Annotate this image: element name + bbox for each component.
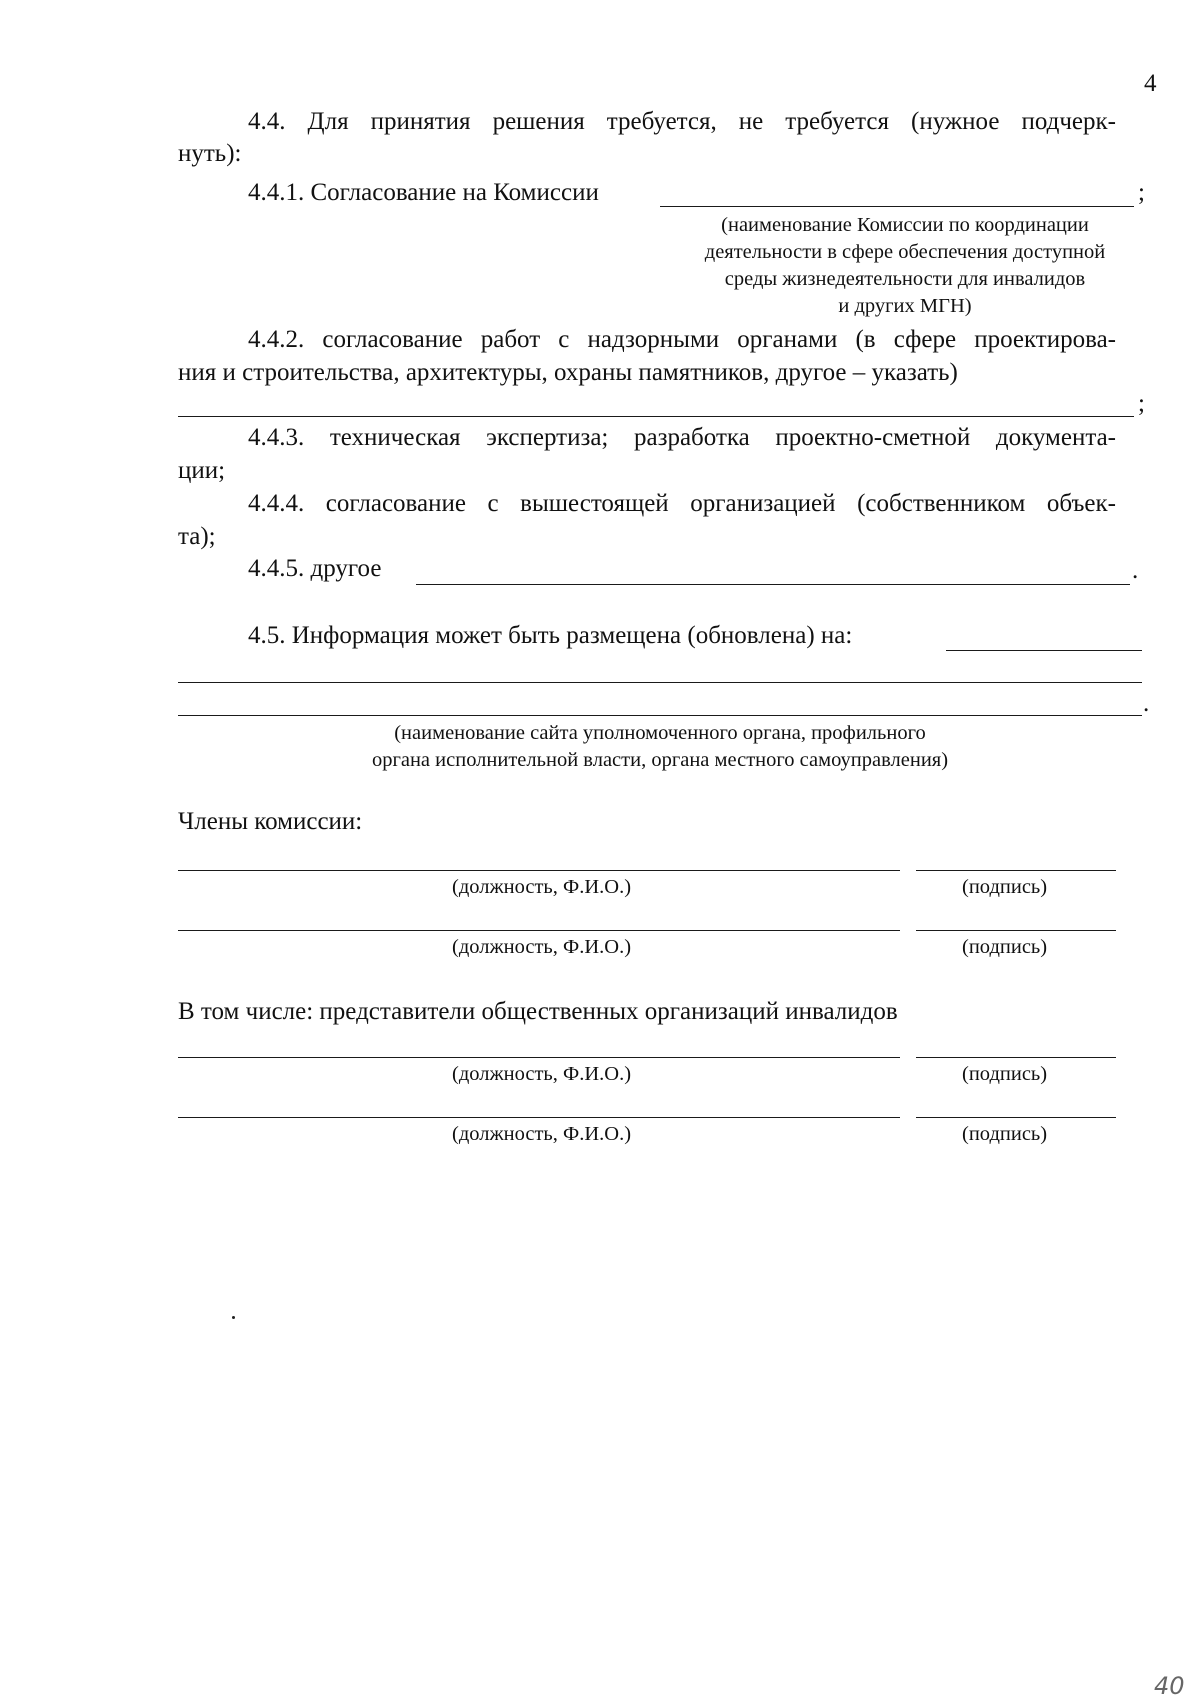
rep-2-signature-caption: (подпись) — [962, 1123, 1048, 1145]
item-4-4-4-line1: 4.4.4. согласование с вышестоящей организацией (собственником объек- — [248, 490, 1116, 517]
item-4-4-5-label: 4.4.5. другое — [248, 555, 382, 582]
item-4-4-1-label: 4.4.1. Согласование на Комиссии — [248, 179, 599, 206]
handwritten-sheet-number: 40 — [1154, 1672, 1185, 1700]
member-2-signature-line — [916, 930, 1116, 931]
rep-2-position-caption: (должность, Ф.И.О.) — [452, 1123, 632, 1145]
rep-1-signature-line — [916, 1057, 1116, 1058]
rep-2-position-line — [178, 1117, 900, 1118]
item-4-4-3-line1: 4.4.3. техническая экспертиза; разработка проектно-сметной документа- — [248, 424, 1116, 451]
member-2-position-caption: (должность, Ф.И.О.) — [452, 936, 632, 958]
section-4-5-fill-line-3 — [178, 715, 1142, 716]
member-1-position-caption: (должность, Ф.И.О.) — [452, 876, 632, 898]
section-4-5-fill-line-1 — [946, 650, 1142, 651]
section-4-5-end: . — [1143, 690, 1150, 717]
item-4-4-2-end: ; — [1138, 390, 1145, 417]
section-4-5-fill-line-2 — [178, 682, 1142, 683]
scan-speck — [232, 1316, 235, 1319]
caption-line: деятельности в сфере обеспечения доступной — [704, 241, 1106, 263]
section-4-5-caption — [300, 720, 1020, 774]
caption-line: и других МГН) — [838, 295, 972, 317]
caption-line: (наименование сайта уполномоченного органа, профильного — [394, 722, 926, 744]
rep-1-signature-caption: (подпись) — [962, 1063, 1048, 1085]
item-4-4-4-line2: та); — [178, 523, 216, 550]
item-4-4-2-line2: ния и строительства, архитектуры, охраны памятников, другое – указать) — [178, 359, 958, 386]
item-4-4-2-line1: 4.4.2. согласование работ с надзорными органами (в сфере проектирова- — [248, 326, 1116, 353]
rep-2-signature-line — [916, 1117, 1116, 1118]
disabled-reps-heading: В том числе: представители общественных организаций инвалидов — [178, 998, 898, 1025]
item-4-4-1-caption — [650, 212, 1160, 320]
item-4-4-2-fill-line — [178, 416, 1134, 417]
item-4-4-5-end: . — [1132, 557, 1139, 584]
member-1-signature-line — [916, 870, 1116, 871]
caption-line: среды жизнедеятельности для инвалидов — [724, 268, 1086, 290]
rep-1-position-caption: (должность, Ф.И.О.) — [452, 1063, 632, 1085]
caption-line: (наименование Комиссии по координации — [721, 214, 1089, 236]
member-1-signature-caption: (подпись) — [962, 876, 1048, 898]
members-heading: Члены комиссии: — [178, 808, 363, 835]
item-4-4-3-line2: ции; — [178, 457, 226, 484]
section-4-4-intro-cont: нуть): — [178, 140, 242, 167]
caption-line: органа исполнительной власти, органа местного самоуправления) — [371, 749, 949, 771]
section-4-4-intro: 4.4. Для принятия решения требуется, не требуется (нужное подчерк- — [248, 108, 1116, 135]
member-2-signature-caption: (подпись) — [962, 936, 1048, 958]
section-4-5-label: 4.5. Информация может быть размещена (обновлена) на: — [248, 622, 853, 649]
rep-1-position-line — [178, 1057, 900, 1058]
item-4-4-1-fill-line — [660, 206, 1134, 207]
page-number: 4 — [1144, 70, 1157, 97]
item-4-4-1-end: ; — [1138, 179, 1145, 206]
item-4-4-5-fill-line — [416, 584, 1130, 585]
member-2-position-line — [178, 930, 900, 931]
member-1-position-line — [178, 870, 900, 871]
